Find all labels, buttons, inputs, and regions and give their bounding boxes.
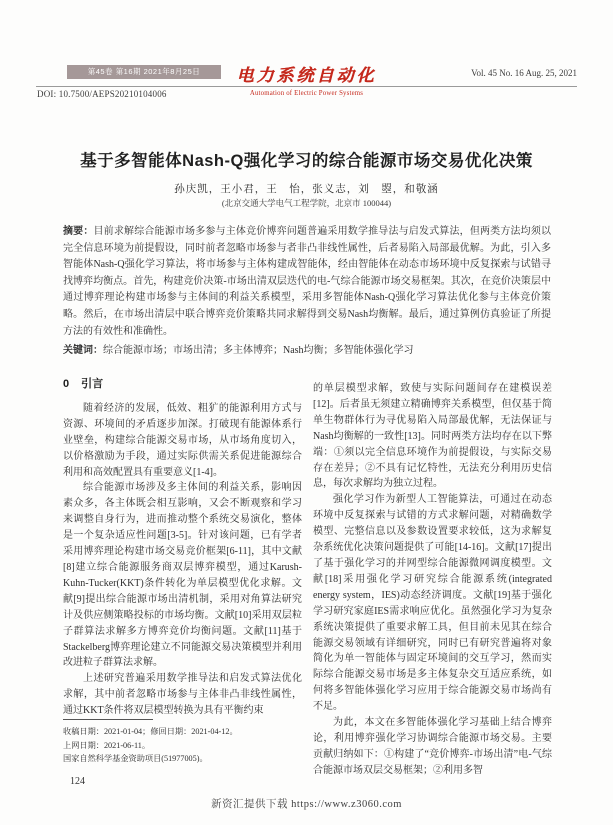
- left-column: [63, 377, 302, 718]
- paragraph: 随着经济的发展，低效、粗犷的能源利用方式与资源、环境间的矛盾逐步加深。打破现有能源体系行业壁垒，构建综合能源交易市场，从市场角度切入，以价格激励为手段，通过实际供需关系促进能源综合利用和高效配置具有重要意义[1-4]。: [63, 402, 302, 478]
- footnote-rule: [63, 719, 153, 720]
- paper-title: 基于多智能体Nash-Q强化学习的综合能源市场交易优化决策: [80, 152, 533, 170]
- abstract-label: 摘要：: [63, 226, 94, 237]
- footnote-online-date: 上网日期：2021-06-11。: [63, 740, 151, 750]
- paragraph: 为此，本文在多智能体强化学习基础上结合博弈论，利用博弈强化学习协调综合能源市场交易。主要贡献归纳如下：①构建了“竞价博弈-市场出清”电-气综合能源市场双层交易框架；②利用多智: [313, 717, 552, 776]
- section-heading: [63, 377, 302, 393]
- affiliation: (北京交通大学电气工程学院，北京市 100044): [221, 198, 392, 208]
- keywords-text: 综合能源市场；市场出清；多主体博弈；Nash均衡；多智能体强化学习: [103, 345, 414, 357]
- abstract-text: 目前求解综合能源市场多参与主体竞价博弈问题普遍采用数学推导法与启发式算法，但两类方法均须以完全信息环境为前提假设，同时前者忽略市场参与者非凸非线性属性，后者易陷入局部最优解。为此，引入多智能体Nash-Q强化学习算法，将市场参与主体构建成智能体，经由智能体在动态市场环境中反复探索与试错寻找博弈均衡点。首先，构建竞价决策-市场出清双层迭代的电-气综合能源市场交易框架。其次，在竞价决策层中通过博弈理论构建市场参与主体间的利益关系模型，采用多智能体Nash-Q强化学习算法优化参与主体竞价策略。然后，在市场出清层中联合博弈竞价策略共同求解得到交易Nash均衡解。最后，通过算例仿真验证了所提方法的有效性和准确性。: [63, 226, 552, 337]
- footnote-received-dates: 收稿日期：2021-01-04；修回日期：2021-04-12。: [63, 727, 238, 736]
- abstract-block: [63, 224, 551, 360]
- journal-logo-cn: 电力系统自动化: [236, 66, 377, 85]
- keywords-line: [63, 343, 551, 360]
- paragraph: 的单层模型求解，致使与实际问题间存在建模误差[12]。后者虽无须建立精确博弈关系模型，但仅基于简单生物群体行为寻优易陷入局部最优解，无法保证与Nash均衡解的一致性[13]。同时两类方法均存在以下弊端：①须以完全信息环境作为前提假设，与实际交易存在差异；②不具有记忆特性，无法充分利用历史信息，每次求解均为独立过程。: [313, 383, 552, 490]
- doi-text: DOI: 10.7500/AEPS20210104006: [37, 89, 167, 99]
- footnote-funding: 国家自然科学基金资助项目(51977005)。: [63, 754, 208, 763]
- paragraph: 综合能源市场涉及多主体间的利益关系，影响因素众多，各主体既会相互影响，又会不断观察和学习来调整自身行为，进而推动整个系统交易演化，整体是一个复杂适应性问题[3-5]。针对该问题，已有学者采用博弈理论构建市场交易竞价框架[6-11]，其中文献[8]建立综合能源服务商双层博弈模型，通过Karush-Kuhn-Tucker(KKT)条件转化为单层模型优化求解。文献[9]提出综合能源市场出清机制，采用对角算法研究计及供应侧策略投标的市场均衡。文献[10]采用双层粒子群算法求解多方博弈竞价均衡问题。文献[11]基于Stackelberg博弈理论建立不同能源交易决策模型并利用改进粒子群算法求解。: [63, 482, 302, 669]
- section-number: 0: [63, 378, 70, 390]
- volume-issue-en: Vol. 45 No. 16 Aug. 25, 2021: [471, 68, 577, 78]
- keywords-label: 关键词：: [63, 345, 103, 357]
- section-title: 引言: [81, 378, 104, 390]
- journal-name-en: Automation of Electric Power Systems: [249, 90, 364, 97]
- footnote-block: [63, 719, 308, 766]
- paragraph: 上述研究普遍采用数学推导法和启发式算法优化求解，其中前者忽略市场参与主体非凸非线性属性，通过KKT条件将双层模型转换为具有平衡约束: [63, 673, 302, 717]
- abstract-paragraph: [63, 224, 551, 340]
- page-number: 124: [70, 776, 85, 787]
- volume-issue-banner: 第45卷 第16期 2021年8月25日: [67, 65, 221, 79]
- right-column: [313, 381, 552, 797]
- watermark-text: 新资汇提供下载 https://www.z3060.com: [211, 799, 402, 810]
- header-divider: [36, 86, 577, 87]
- authors: 孙庆凯，王小君，王 怡，张义志，刘 曌，和敬涵: [174, 184, 439, 195]
- paragraph: 强化学习作为新型人工智能算法，可通过在动态环境中反复探索与试错的方式求解问题，对精确数学模型、完整信息以及参数设置要求较低，这为求解复杂系统优化决策问题提供了可能[14-16]。文献[17]提出了基于强化学习的并网型综合能源微网调度模型。文献[18]采用强化学习研究综合能源系统(integrated energy system，IES)动态经济调度。文献[19]基于强化学习研究家庭IES需求响应优化。虽然强化学习为复杂系统决策提供了重要求解工具，但目前未见其在综合能源交易领域有详细研究，同时已有研究普遍将对象简化为单一智能体与固定环境间的交互学习，然而实际综合能源交易市场是多主体复杂交互适应系统，如何将多智能体强化学习应用于综合能源交易市场尚有不足。: [313, 494, 552, 713]
